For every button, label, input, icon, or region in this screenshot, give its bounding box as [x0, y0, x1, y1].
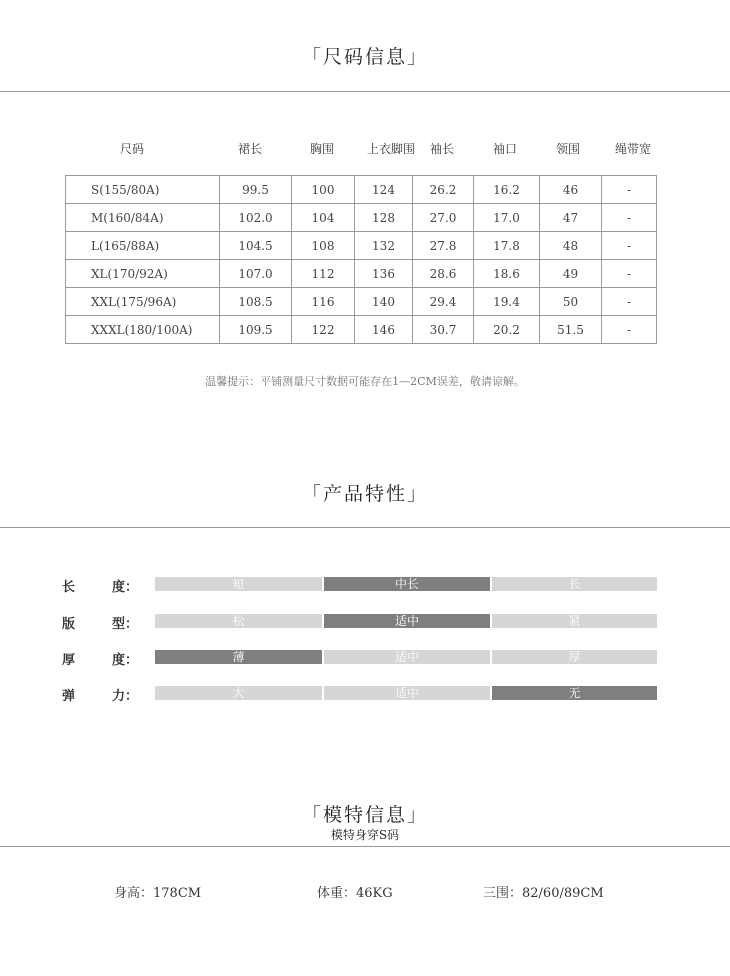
table-cell: 136	[355, 260, 413, 288]
table-row	[66, 288, 657, 316]
feature-label-first: 厚	[62, 653, 76, 668]
size-note: 温馨提示：平铺测量尺寸数据可能存在1—2CM误差，敬请谅解。	[205, 375, 525, 388]
table-cell: 100	[292, 176, 355, 204]
feature-option: 适中	[324, 650, 490, 664]
table-row	[66, 204, 657, 232]
table-cell: 27.8	[413, 232, 474, 260]
table-cell: 46	[540, 176, 602, 204]
table-cell: 27.0	[413, 204, 474, 232]
size-table	[65, 175, 657, 344]
table-row	[66, 260, 657, 288]
feature-option-selected: 无	[492, 686, 657, 700]
size-cell: XXXL(180/100A)	[66, 316, 220, 344]
table-row	[66, 176, 657, 204]
header-skirt-length: 裙长	[238, 142, 263, 156]
size-cell: XXL(175/96A)	[66, 288, 220, 316]
feature-option-selected: 中长	[324, 577, 490, 591]
model-height: 身高：178CM	[114, 886, 202, 901]
table-cell: 17.0	[474, 204, 540, 232]
header-strap-width: 绳带宽	[615, 142, 652, 156]
feature-label-first: 版	[62, 617, 76, 632]
size-info-title: 「尺码信息」	[301, 46, 428, 68]
table-cell: 132	[355, 232, 413, 260]
table-cell: 26.2	[413, 176, 474, 204]
table-cell: 17.8	[474, 232, 540, 260]
feature-option: 长	[492, 577, 657, 591]
table-cell: 104.5	[220, 232, 292, 260]
feature-option: 厚	[492, 650, 657, 664]
divider	[0, 846, 730, 847]
header-hem: 上衣脚围	[367, 142, 416, 156]
table-cell: -	[602, 316, 657, 344]
model-info-title: 「模特信息」	[301, 804, 428, 826]
header-size: 尺码	[120, 142, 145, 156]
feature-option: 松	[155, 614, 322, 628]
table-cell: 112	[292, 260, 355, 288]
table-cell: -	[602, 260, 657, 288]
feature-option: 大	[155, 686, 322, 700]
feature-label-rest: 力：	[112, 689, 139, 704]
feature-option: 紧	[492, 614, 657, 628]
feature-label-first: 弹	[62, 689, 76, 704]
table-cell: 50	[540, 288, 602, 316]
table-cell: 47	[540, 204, 602, 232]
feature-label-rest: 度：	[112, 580, 139, 595]
table-cell: -	[602, 288, 657, 316]
table-cell: 124	[355, 176, 413, 204]
table-row	[66, 316, 657, 344]
header-neck: 领围	[556, 142, 581, 156]
header-sleeve-length: 袖长	[430, 142, 455, 156]
size-cell: L(165/88A)	[66, 232, 220, 260]
feature-option: 短	[155, 577, 322, 591]
size-table-header	[65, 140, 657, 160]
size-cell: M(160/84A)	[66, 204, 220, 232]
size-cell: XL(170/92A)	[66, 260, 220, 288]
feature-label-rest: 度：	[112, 653, 139, 668]
table-cell: 108.5	[220, 288, 292, 316]
header-cuff: 袖口	[493, 142, 518, 156]
table-cell: 48	[540, 232, 602, 260]
feature-label-rest: 型：	[112, 617, 139, 632]
table-cell: 18.6	[474, 260, 540, 288]
table-cell: 122	[292, 316, 355, 344]
feature-option-selected: 薄	[155, 650, 322, 664]
feature-option: 适中	[324, 686, 490, 700]
divider	[0, 91, 730, 92]
table-cell: 28.6	[413, 260, 474, 288]
table-cell: -	[602, 204, 657, 232]
table-cell: 49	[540, 260, 602, 288]
table-cell: 104	[292, 204, 355, 232]
feature-option-selected: 适中	[324, 614, 490, 628]
header-bust: 胸围	[310, 142, 335, 156]
divider	[0, 527, 730, 528]
model-weight: 体重：46KG	[317, 886, 393, 901]
table-cell: 108	[292, 232, 355, 260]
product-features-title: 「产品特性」	[301, 483, 428, 505]
table-cell: -	[602, 232, 657, 260]
table-cell: -	[602, 176, 657, 204]
size-cell: S(155/80A)	[66, 176, 220, 204]
table-cell: 29.4	[413, 288, 474, 316]
table-cell: 102.0	[220, 204, 292, 232]
table-row	[66, 232, 657, 260]
table-cell: 109.5	[220, 316, 292, 344]
model-measurements: 三围：82/60/89CM	[483, 886, 604, 901]
table-cell: 146	[355, 316, 413, 344]
table-cell: 20.2	[474, 316, 540, 344]
feature-label-first: 长	[62, 580, 76, 595]
table-cell: 16.2	[474, 176, 540, 204]
table-cell: 107.0	[220, 260, 292, 288]
table-cell: 128	[355, 204, 413, 232]
table-cell: 19.4	[474, 288, 540, 316]
table-cell: 30.7	[413, 316, 474, 344]
table-cell: 116	[292, 288, 355, 316]
model-subtitle: 模特身穿S码	[330, 828, 400, 842]
table-cell: 51.5	[540, 316, 602, 344]
table-cell: 140	[355, 288, 413, 316]
table-cell: 99.5	[220, 176, 292, 204]
